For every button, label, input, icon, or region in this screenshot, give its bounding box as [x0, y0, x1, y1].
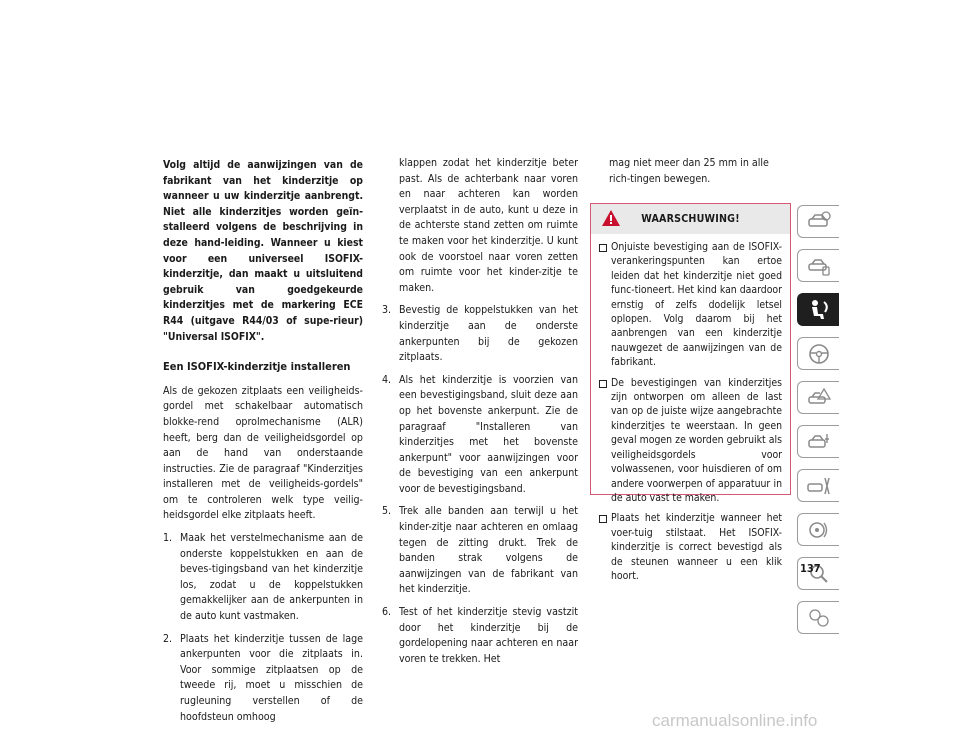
step-item: [382, 605, 578, 667]
step-text: Test of het kinderzitje stevig vastzit door het kinderzitje bij de gordelopening naar achteren en naar voren te trekken. Het: [399, 606, 578, 665]
checkbox-bullet-icon: [599, 380, 607, 388]
tab-emergency[interactable]: [797, 425, 839, 458]
warning-triangle-icon: [601, 209, 621, 227]
step-text: Plaats het kinderzitje tussen de lage ankerpunten voor die zitplaats in. Voor sommige zitplaatsen op de tweede rij, moet u misschien de rugleuning verstellen of de hoofdsteun omhoog: [180, 632, 363, 723]
step-text: Als het kinderzitje is voorzien van een bevestigingsband, sluit deze aan op het bovenste ankerpunt. Zie de paragraaf "Installeren van kinderzitjes met het bovenste ankerpunt" voor aanwijzingen voor de bevestiging van een ankerpunt voor de bevestigingsband.: [399, 373, 578, 495]
step-text: Maak het verstelmechanisme aan de onderste koppelstukken en aan de beves-tigingsband van het kinderzitje los, zodat u de koppelstukken gemakkelijker aan de ankerpunten in de auto kunt vastmaken.: [180, 532, 363, 623]
warning-light-icon: [806, 387, 832, 409]
tab-warning-lights[interactable]: [797, 381, 839, 414]
step-item: [382, 303, 578, 365]
right-column: [593, 156, 793, 187]
page-number: 137: [800, 562, 821, 575]
step-number: 1.: [163, 532, 173, 545]
seat-safety-icon: [806, 298, 832, 322]
warning-text: Plaats het kinderzitje wanneer het voer-tuig stilstaat. Het ISOFIX-kinderzitje is correct bevestigd als de steunen wanneer u een klik hoort.: [611, 512, 782, 582]
warning-item: [599, 376, 782, 506]
middle-column: [382, 156, 578, 667]
emergency-car-icon: [806, 431, 832, 453]
step-number: 3.: [382, 304, 392, 317]
step-number: 6.: [382, 606, 392, 619]
continuation-text: klappen zodat het kinderzitje beter past. Als de achterbank naar voren en naar achteren kan worden verplaatst in de auto, kunt u deze in de achterste stand zetten om ruimte te maken voor het kinderzitje. U kunt ook de voorstoel naar voren zetten om ruimte voor het kinder-zitje te maken.: [399, 157, 578, 294]
steps-list-2: [382, 303, 578, 667]
chapter-tabs: [797, 205, 843, 645]
multimedia-icon: [806, 519, 832, 541]
step-item: [163, 632, 363, 726]
step-number: 2.: [163, 632, 173, 645]
warning-header: [591, 204, 790, 234]
step-item: [382, 373, 578, 498]
tab-multimedia[interactable]: [797, 513, 839, 546]
body-paragraph: Als de gekozen zitplaats een veiligheids-gordel met schakelbaar automatisch blokke-rend oprolmechanisme (ALR) heeft, berg dan de veiligheidsgordel op aan de hand van onderstaande instructies. Zie de paragraaf "Kinderzitjes installeren met de veiligheids-gordels" om te controleren welk type veilig-heidsgordel elke zitplaats heeft.: [163, 384, 363, 522]
step-number: 4.: [382, 373, 392, 386]
warning-box: [590, 203, 791, 582]
steering-wheel-icon: [806, 342, 832, 366]
tab-seat-safety[interactable]: [797, 293, 839, 326]
language-icon: [806, 607, 832, 629]
tab-car-keys[interactable]: [797, 249, 839, 282]
watermark-footer: carmanualsonline.info: [652, 711, 818, 730]
step-text: Trek alle banden aan terwijl u het kinder-zitje naar achteren en omlaag tegen de zitting drukt. Trek de banden strak volgens de aanwijzingen van de fabrikant van het kinderzitje.: [399, 505, 578, 596]
intro-paragraph: Volg altijd de aanwijzingen van de fabrikant van het kinderzitje op wanneer u uw kinderzitje aanbrengt. Niet alle kinderzitjes worden geïn-stalleerd volgens de beschrijving in deze hand-leiding. Wanneer u kiest voor een universeel ISOFIX-kinderzitje, dan maakt u uitsluitend gebruik van goedgekeurde kinderzitjes met de markering ECE R44 (uitgave R44/03 of supe-rieur) "Universal ISOFIX".: [163, 159, 363, 343]
left-column: [163, 158, 363, 725]
tab-car-info[interactable]: [797, 205, 839, 238]
step-text: Bevestig de koppelstukken van het kinderzitje aan de onderste ankerpunten bij de gekozen zitplaats.: [399, 304, 578, 364]
warning-item: [599, 511, 782, 583]
step-item: [382, 504, 578, 598]
step-number: 5.: [382, 505, 392, 518]
service-tools-icon: [806, 475, 832, 497]
warning-list: [591, 234, 790, 583]
warning-text: Onjuiste bevestiging aan de ISOFIX-verankeringspunten kan ertoe leiden dat het kinderzitje niet goed func-tioneert. Het kind kan daardoor ernstig of zelfs dodelijk letsel oplopen. Volg daarom bij het aanbrengen van een kinderzitje nauwgezet de aanwijzingen van de fabrikant.: [611, 241, 782, 369]
warning-title: WAARSCHUWING!: [641, 213, 740, 225]
step-item: [163, 531, 363, 625]
continuation-text: mag niet meer dan 25 mm in alle rich-tingen bewegen.: [609, 157, 769, 185]
section-heading: Een ISOFIX-kinderzitje installeren: [163, 360, 351, 374]
checkbox-bullet-icon: [599, 515, 607, 523]
tab-service[interactable]: [797, 469, 839, 502]
tab-steering[interactable]: [797, 337, 839, 370]
checkbox-bullet-icon: [599, 244, 607, 252]
warning-item: [599, 240, 782, 370]
tab-languages[interactable]: [797, 601, 839, 634]
steps-list-1: [163, 531, 363, 725]
car-keys-icon: [806, 255, 832, 277]
car-info-icon: [806, 211, 832, 233]
warning-text: De bevestigingen van kinderzitjes zijn ontworpen om alleen de last van op de juiste wijze aangebrachte kinderzitjes te weerstaan. In geen geval mogen ze worden gebruikt als veiligheidsgordels voor volwassenen, voor huisdieren of om andere voorwerpen of apparatuur in de auto vast te maken.: [611, 376, 782, 504]
